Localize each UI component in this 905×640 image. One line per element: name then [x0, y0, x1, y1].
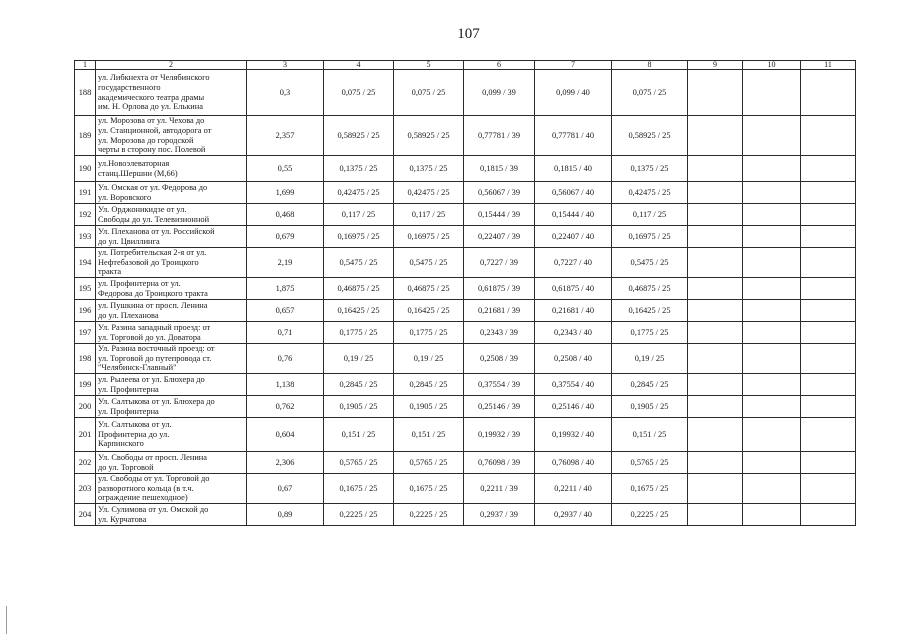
length-cell: 0,3	[247, 70, 324, 116]
value-cell: 0,15444 / 39	[464, 204, 535, 226]
empty-cell	[688, 504, 743, 526]
length-cell: 0,76	[247, 344, 324, 374]
table-row	[75, 374, 856, 396]
table-header-row	[75, 61, 856, 70]
value-cell: 0,2845 / 25	[612, 374, 688, 396]
value-cell: 0,5475 / 25	[612, 248, 688, 278]
value-cell: 0,2225 / 25	[324, 504, 394, 526]
value-cell: 0,76098 / 39	[464, 452, 535, 474]
table-row	[75, 396, 856, 418]
empty-cell	[801, 182, 856, 204]
length-cell: 0,657	[247, 300, 324, 322]
value-cell: 0,42475 / 25	[394, 182, 464, 204]
empty-cell	[801, 156, 856, 182]
empty-cell	[801, 248, 856, 278]
empty-cell	[743, 374, 801, 396]
value-cell: 0,117 / 25	[324, 204, 394, 226]
value-cell: 0,1775 / 25	[394, 322, 464, 344]
length-cell: 0,71	[247, 322, 324, 344]
column-header: 2	[96, 61, 247, 70]
column-header: 11	[801, 61, 856, 70]
empty-cell	[801, 504, 856, 526]
value-cell: 0,1815 / 40	[535, 156, 612, 182]
value-cell: 0,099 / 40	[535, 70, 612, 116]
value-cell: 0,1675 / 25	[394, 474, 464, 504]
value-cell: 0,5765 / 25	[394, 452, 464, 474]
value-cell: 0,15444 / 40	[535, 204, 612, 226]
value-cell: 0,61875 / 40	[535, 278, 612, 300]
column-header: 5	[394, 61, 464, 70]
table-row	[75, 300, 856, 322]
length-cell: 0,468	[247, 204, 324, 226]
street-name-cell: ул. Рылеева от ул. Блюхера до ул. Профинтерна	[96, 374, 247, 396]
value-cell: 0,117 / 25	[394, 204, 464, 226]
value-cell: 0,2508 / 40	[535, 344, 612, 374]
column-header: 7	[535, 61, 612, 70]
empty-cell	[801, 226, 856, 248]
value-cell: 0,1375 / 25	[394, 156, 464, 182]
length-cell: 0,89	[247, 504, 324, 526]
value-cell: 0,7227 / 40	[535, 248, 612, 278]
empty-cell	[688, 226, 743, 248]
row-number: 195	[75, 278, 96, 300]
table-row	[75, 344, 856, 374]
value-cell: 0,22407 / 40	[535, 226, 612, 248]
value-cell: 0,25146 / 39	[464, 396, 535, 418]
empty-cell	[688, 182, 743, 204]
row-number: 190	[75, 156, 96, 182]
empty-cell	[688, 278, 743, 300]
length-cell: 0,679	[247, 226, 324, 248]
row-number: 192	[75, 204, 96, 226]
empty-cell	[688, 204, 743, 226]
value-cell: 0,76098 / 40	[535, 452, 612, 474]
value-cell: 0,16975 / 25	[612, 226, 688, 248]
table-row	[75, 322, 856, 344]
table-row	[75, 278, 856, 300]
empty-cell	[801, 452, 856, 474]
empty-cell	[743, 396, 801, 418]
value-cell: 0,21681 / 39	[464, 300, 535, 322]
value-cell: 0,56067 / 39	[464, 182, 535, 204]
value-cell: 0,1905 / 25	[394, 396, 464, 418]
value-cell: 0,19932 / 39	[464, 418, 535, 452]
value-cell: 0,37554 / 40	[535, 374, 612, 396]
empty-cell	[688, 322, 743, 344]
value-cell: 0,19 / 25	[324, 344, 394, 374]
street-name-cell: Ул. Сулимова от ул. Омской до ул. Курчатова	[96, 504, 247, 526]
row-number: 200	[75, 396, 96, 418]
empty-cell	[801, 278, 856, 300]
row-number: 193	[75, 226, 96, 248]
street-name-cell: ул. Профинтерна от ул. Федорова до Троицкого тракта	[96, 278, 247, 300]
empty-cell	[801, 474, 856, 504]
empty-cell	[688, 248, 743, 278]
value-cell: 0,2343 / 39	[464, 322, 535, 344]
empty-cell	[743, 300, 801, 322]
value-cell: 0,2508 / 39	[464, 344, 535, 374]
empty-cell	[688, 374, 743, 396]
empty-cell	[743, 156, 801, 182]
row-number: 188	[75, 70, 96, 116]
value-cell: 0,1905 / 25	[612, 396, 688, 418]
empty-cell	[801, 300, 856, 322]
value-cell: 0,075 / 25	[612, 70, 688, 116]
length-cell: 0,762	[247, 396, 324, 418]
street-name-cell: Ул. Плеханова от ул. Российской до ул. Цвиллинга	[96, 226, 247, 248]
empty-cell	[801, 204, 856, 226]
length-cell: 1,699	[247, 182, 324, 204]
column-header: 8	[612, 61, 688, 70]
table-row	[75, 182, 856, 204]
empty-cell	[801, 374, 856, 396]
empty-cell	[743, 70, 801, 116]
street-name-cell: ул. Пушкина от просп. Ленина до ул. Плеханова	[96, 300, 247, 322]
value-cell: 0,1375 / 25	[324, 156, 394, 182]
value-cell: 0,2211 / 39	[464, 474, 535, 504]
empty-cell	[688, 474, 743, 504]
column-header: 6	[464, 61, 535, 70]
empty-cell	[801, 344, 856, 374]
table-row	[75, 452, 856, 474]
empty-cell	[688, 418, 743, 452]
table-row	[75, 156, 856, 182]
value-cell: 0,42475 / 25	[612, 182, 688, 204]
value-cell: 0,2937 / 39	[464, 504, 535, 526]
empty-cell	[743, 116, 801, 156]
value-cell: 0,1675 / 25	[612, 474, 688, 504]
street-name-cell: Ул. Омская от ул. Федорова до ул. Воровского	[96, 182, 247, 204]
table-row	[75, 418, 856, 452]
column-header: 10	[743, 61, 801, 70]
page-number: 107	[457, 26, 480, 42]
value-cell: 0,58925 / 25	[324, 116, 394, 156]
row-number: 198	[75, 344, 96, 374]
length-cell: 2,357	[247, 116, 324, 156]
value-cell: 0,2937 / 40	[535, 504, 612, 526]
empty-cell	[801, 396, 856, 418]
street-name-cell: ул. Свободы от ул. Торговой до разворотного кольца (в т.ч. ограждение пешеходное)	[96, 474, 247, 504]
empty-cell	[801, 116, 856, 156]
value-cell: 0,46875 / 25	[612, 278, 688, 300]
length-cell: 2,19	[247, 248, 324, 278]
table-row	[75, 116, 856, 156]
empty-cell	[743, 418, 801, 452]
value-cell: 0,2845 / 25	[394, 374, 464, 396]
empty-cell	[801, 70, 856, 116]
row-number: 194	[75, 248, 96, 278]
street-name-cell: ул.Новоэлеваторная станц.Шершни (М,66)	[96, 156, 247, 182]
row-number: 199	[75, 374, 96, 396]
row-number: 189	[75, 116, 96, 156]
value-cell: 0,16425 / 25	[394, 300, 464, 322]
empty-cell	[688, 156, 743, 182]
value-cell: 0,16425 / 25	[612, 300, 688, 322]
street-name-cell: Ул. Орджоникидзе от ул. Свободы до ул. Телевизионной	[96, 204, 247, 226]
street-name-cell: ул. Потребительская 2-я от ул. Нефтебазовой до Троицкого тракта	[96, 248, 247, 278]
value-cell: 0,58925 / 25	[394, 116, 464, 156]
value-cell: 0,151 / 25	[612, 418, 688, 452]
empty-cell	[743, 322, 801, 344]
empty-cell	[743, 344, 801, 374]
row-number: 201	[75, 418, 96, 452]
street-name-cell: Ул. Свободы от просп. Ленина до ул. Торговой	[96, 452, 247, 474]
value-cell: 0,16975 / 25	[394, 226, 464, 248]
value-cell: 0,1675 / 25	[324, 474, 394, 504]
scan-edge-mark	[6, 606, 7, 634]
value-cell: 0,25146 / 40	[535, 396, 612, 418]
street-name-cell: Ул. Разина западный проезд: от ул. Торговой до ул. Доватора	[96, 322, 247, 344]
value-cell: 0,42475 / 25	[324, 182, 394, 204]
value-cell: 0,7227 / 39	[464, 248, 535, 278]
empty-cell	[688, 300, 743, 322]
column-header: 9	[688, 61, 743, 70]
empty-cell	[743, 226, 801, 248]
value-cell: 0,2225 / 25	[394, 504, 464, 526]
value-cell: 0,61875 / 39	[464, 278, 535, 300]
value-cell: 0,1775 / 25	[324, 322, 394, 344]
column-header: 3	[247, 61, 324, 70]
value-cell: 0,37554 / 39	[464, 374, 535, 396]
empty-cell	[688, 452, 743, 474]
empty-cell	[743, 504, 801, 526]
empty-cell	[743, 182, 801, 204]
table-row	[75, 70, 856, 116]
row-number: 191	[75, 182, 96, 204]
empty-cell	[743, 248, 801, 278]
street-name-cell: Ул. Салтыкова от ул. Профинтерна до ул. Карпинского	[96, 418, 247, 452]
row-number: 202	[75, 452, 96, 474]
value-cell: 0,5765 / 25	[612, 452, 688, 474]
value-cell: 0,2845 / 25	[324, 374, 394, 396]
table-row	[75, 204, 856, 226]
value-cell: 0,19932 / 40	[535, 418, 612, 452]
value-cell: 0,2343 / 40	[535, 322, 612, 344]
empty-cell	[743, 278, 801, 300]
empty-cell	[801, 322, 856, 344]
table-row	[75, 504, 856, 526]
street-name-cell: Ул. Салтыкова от ул. Блюхера до ул. Профинтерна	[96, 396, 247, 418]
value-cell: 0,58925 / 25	[612, 116, 688, 156]
value-cell: 0,46875 / 25	[394, 278, 464, 300]
empty-cell	[743, 452, 801, 474]
value-cell: 0,2211 / 40	[535, 474, 612, 504]
value-cell: 0,1815 / 39	[464, 156, 535, 182]
value-cell: 0,21681 / 40	[535, 300, 612, 322]
empty-cell	[743, 474, 801, 504]
table-row	[75, 248, 856, 278]
empty-cell	[688, 116, 743, 156]
road-data-table	[74, 60, 856, 526]
value-cell: 0,5475 / 25	[324, 248, 394, 278]
value-cell: 0,16975 / 25	[324, 226, 394, 248]
column-header: 4	[324, 61, 394, 70]
length-cell: 0,67	[247, 474, 324, 504]
empty-cell	[743, 204, 801, 226]
value-cell: 0,1775 / 25	[612, 322, 688, 344]
row-number: 197	[75, 322, 96, 344]
empty-cell	[688, 70, 743, 116]
value-cell: 0,5765 / 25	[324, 452, 394, 474]
street-name-cell: Ул. Разина восточный проезд: от ул. Торговой до путепровода ст. "Челябинск-Главный"	[96, 344, 247, 374]
row-number: 203	[75, 474, 96, 504]
column-header: 1	[75, 61, 96, 70]
value-cell: 0,099 / 39	[464, 70, 535, 116]
length-cell: 0,604	[247, 418, 324, 452]
value-cell: 0,1905 / 25	[324, 396, 394, 418]
value-cell: 0,77781 / 40	[535, 116, 612, 156]
value-cell: 0,77781 / 39	[464, 116, 535, 156]
value-cell: 0,19 / 25	[612, 344, 688, 374]
value-cell: 0,151 / 25	[324, 418, 394, 452]
empty-cell	[801, 418, 856, 452]
empty-cell	[688, 344, 743, 374]
street-name-cell: ул. Морозова от ул. Чехова до ул. Станционной, автодорога от ул. Морозова до городской черты в сторону пос. Полевой	[96, 116, 247, 156]
value-cell: 0,2225 / 25	[612, 504, 688, 526]
value-cell: 0,151 / 25	[394, 418, 464, 452]
length-cell: 1,138	[247, 374, 324, 396]
length-cell: 2,306	[247, 452, 324, 474]
value-cell: 0,19 / 25	[394, 344, 464, 374]
value-cell: 0,075 / 25	[324, 70, 394, 116]
value-cell: 0,56067 / 40	[535, 182, 612, 204]
value-cell: 0,1375 / 25	[612, 156, 688, 182]
value-cell: 0,16425 / 25	[324, 300, 394, 322]
value-cell: 0,5475 / 25	[394, 248, 464, 278]
table-row	[75, 474, 856, 504]
length-cell: 0,55	[247, 156, 324, 182]
value-cell: 0,22407 / 39	[464, 226, 535, 248]
row-number: 204	[75, 504, 96, 526]
length-cell: 1,875	[247, 278, 324, 300]
empty-cell	[688, 396, 743, 418]
row-number: 196	[75, 300, 96, 322]
street-name-cell: ул. Либкнехта от Челябинского государственного академического театра драмы им. Н. Орлова до ул. Елькина	[96, 70, 247, 116]
value-cell: 0,075 / 25	[394, 70, 464, 116]
value-cell: 0,46875 / 25	[324, 278, 394, 300]
value-cell: 0,117 / 25	[612, 204, 688, 226]
table-row	[75, 226, 856, 248]
